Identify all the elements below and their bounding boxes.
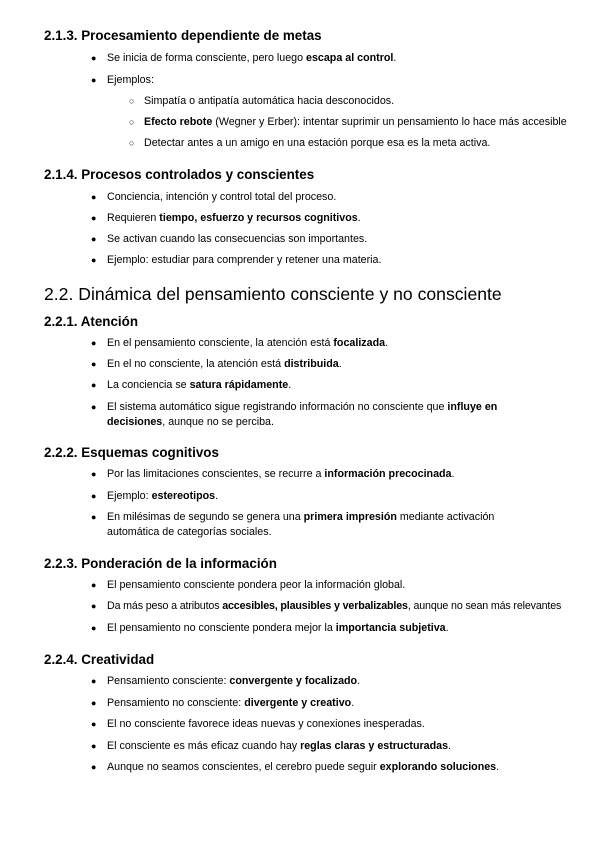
bullet-icon: ● — [91, 380, 97, 390]
list-item: ● El pensamiento no consciente pondera mejor la importancia subjetiva. — [91, 622, 449, 634]
section-heading-2-2-3: 2.2.3. Ponderación de la información — [44, 556, 277, 571]
sub-list-item: ○ Efecto rebote (Wegner y Erber): intentar suprimir un pensamiento lo hace más accesible — [129, 116, 567, 128]
bullet-icon: ● — [91, 601, 97, 611]
list-item: ● Requieren tiempo, esfuerzo y recursos cognitivos. — [91, 212, 361, 224]
bullet-icon: ● — [91, 75, 97, 85]
list-item: ● Aunque no seamos conscientes, el cerebro puede seguir explorando soluciones. — [91, 761, 500, 773]
bullet-icon: ● — [91, 491, 97, 501]
bullet-icon: ● — [91, 359, 97, 369]
hollow-bullet-icon: ○ — [129, 138, 135, 148]
list-item: ● En milésimas de segundo se genera una primera impresión mediante activación automática de categorías sociales. — [91, 511, 495, 538]
hollow-bullet-icon: ○ — [129, 117, 135, 127]
list-item: ● Pensamiento no consciente: divergente y creativo. — [91, 697, 355, 709]
list-item: ● El sistema automático sigue registrando información no consciente que influye en decisiones, aunque no se perciba. — [91, 401, 498, 428]
list-item: ● Pensamiento consciente: convergente y focalizado. — [91, 675, 361, 687]
bullet-icon: ● — [91, 719, 97, 729]
bullet-icon: ● — [91, 53, 97, 63]
bullet-icon: ● — [91, 469, 97, 479]
bullet-icon: ● — [91, 192, 97, 202]
list-item: ● Conciencia, intención y control total del proceso. — [91, 191, 337, 203]
bullet-icon: ● — [91, 580, 97, 590]
bullet-icon: ● — [91, 234, 97, 244]
bullet-icon: ● — [91, 255, 97, 265]
list-item: ● El consciente es más eficaz cuando hay reglas claras y estructuradas. — [91, 740, 451, 752]
bullet-icon: ● — [91, 676, 97, 686]
list-item: ● El pensamiento consciente pondera peor la información global. — [91, 579, 406, 591]
section-heading-2-2-2: 2.2.2. Esquemas cognitivos — [44, 445, 219, 460]
list-item: ● La conciencia se satura rápidamente. — [91, 379, 292, 391]
list-item: ● Da más peso a atributos accesibles, plausibles y verbalizables, aunque no sean más relevantes — [91, 600, 562, 612]
bullet-icon: ● — [91, 762, 97, 772]
list-item: ● Ejemplo: estudiar para comprender y retener una materia. — [91, 254, 382, 266]
section-heading-2-2-4: 2.2.4. Creatividad — [44, 652, 155, 667]
bullet-icon: ● — [91, 213, 97, 223]
list-item: ● Ejemplos: — [91, 74, 154, 86]
section-heading-2-2-1: 2.2.1. Atención — [44, 314, 139, 329]
bullet-icon: ● — [91, 698, 97, 708]
sub-list-item: ○ Simpatía o antipatía automática hacia desconocidos. — [129, 95, 395, 107]
bullet-icon: ● — [91, 512, 97, 522]
list-item: ● Ejemplo: estereotipos. — [91, 490, 219, 502]
list-item: ● El no consciente favorece ideas nuevas y conexiones inesperadas. — [91, 718, 425, 730]
section-heading-2-1-3: 2.1.3. Procesamiento dependiente de metas — [44, 28, 322, 43]
sub-list-item: ○ Detectar antes a un amigo en una estación porque esa es la meta activa. — [129, 137, 491, 149]
list-item: ● En el no consciente, la atención está distribuida. — [91, 358, 342, 370]
list-item: ● Por las limitaciones conscientes, se recurre a información precocinada. — [91, 468, 455, 480]
bullet-icon: ● — [91, 623, 97, 633]
list-item: ● Se activan cuando las consecuencias son importantes. — [91, 233, 368, 245]
bullet-icon: ● — [91, 741, 97, 751]
section-heading-2-1-4: 2.1.4. Procesos controlados y conscientes — [44, 167, 315, 182]
list-item: ● Se inicia de forma consciente, pero luego escapa al control. — [91, 52, 397, 64]
bullet-icon: ● — [91, 402, 97, 412]
list-item: ● En el pensamiento consciente, la atención está focalizada. — [91, 337, 389, 349]
hollow-bullet-icon: ○ — [129, 96, 135, 106]
bullet-icon: ● — [91, 338, 97, 348]
section-heading-2-2: 2.2. Dinámica del pensamiento consciente y no consciente — [44, 284, 502, 304]
